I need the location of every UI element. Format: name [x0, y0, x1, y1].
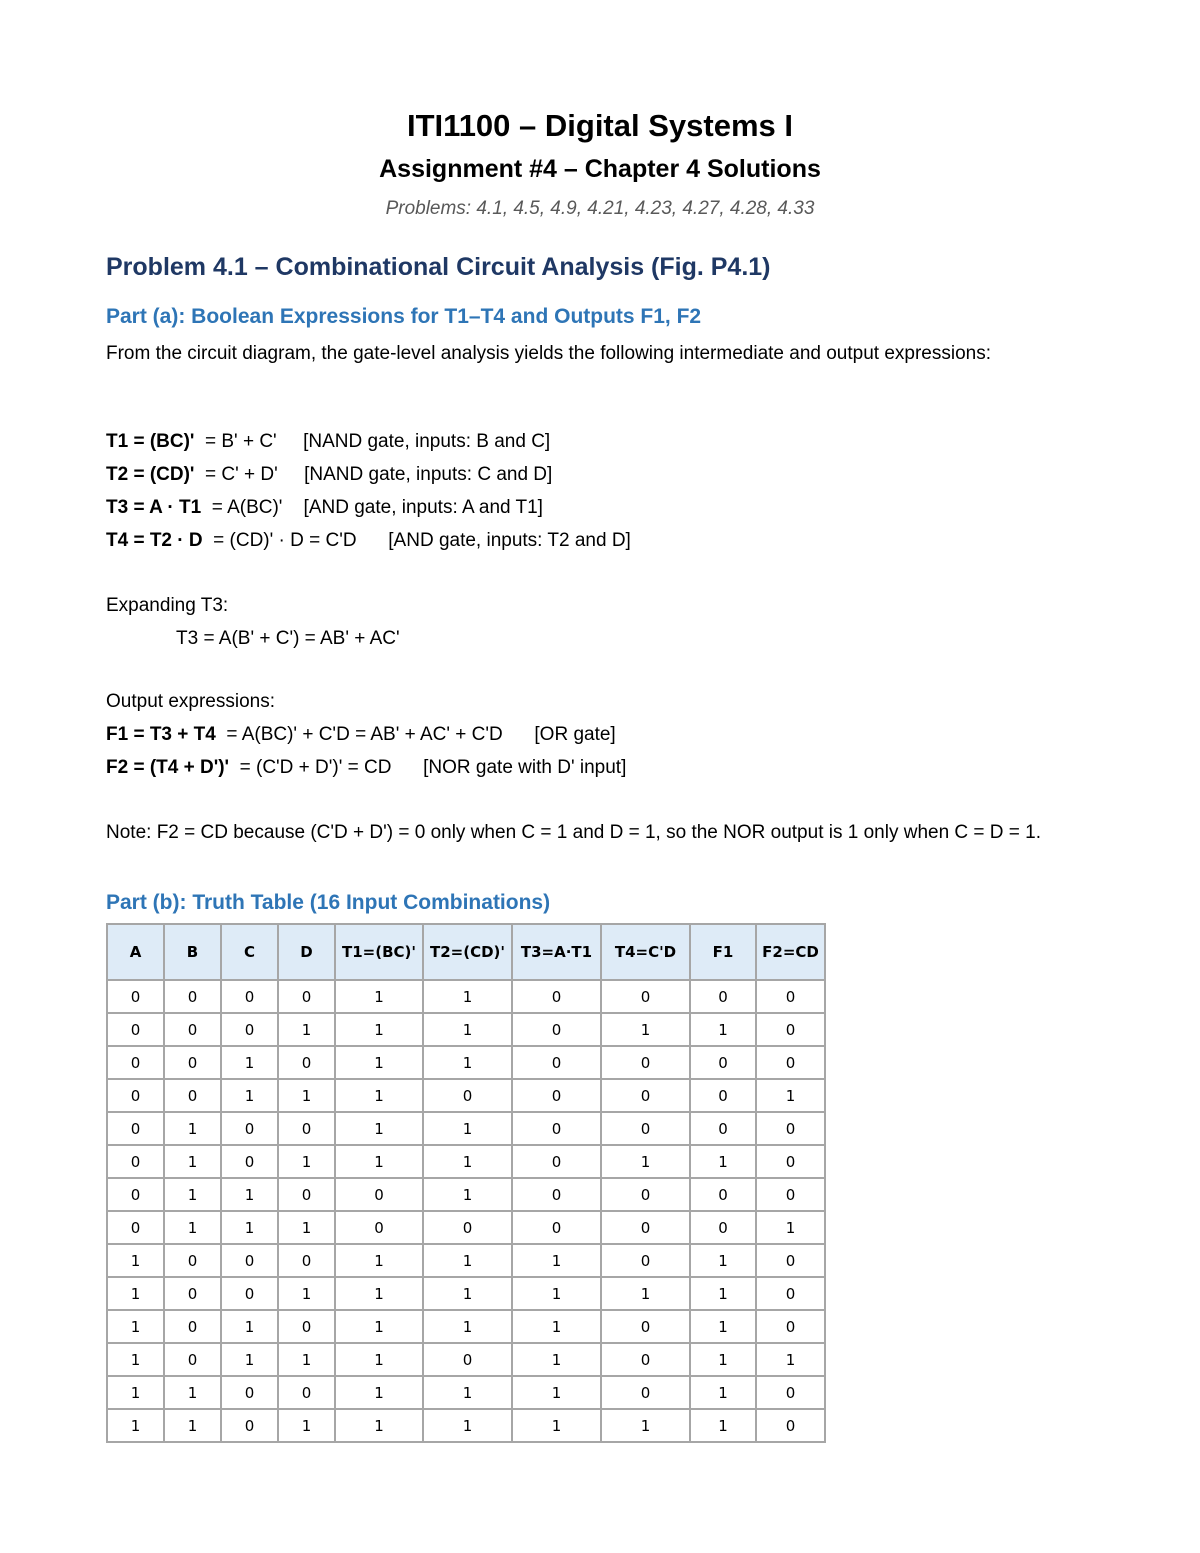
- table-row: [107, 1343, 825, 1376]
- column-header: T2=(CD)': [423, 924, 512, 980]
- equation-lhs: T4 = T2 · D: [106, 530, 203, 551]
- table-cell: 1: [335, 1343, 423, 1376]
- table-cell: 1: [512, 1277, 601, 1310]
- table-cell: 1: [423, 1112, 512, 1145]
- table-cell: 0: [512, 1145, 601, 1178]
- table-cell: 0: [278, 1310, 335, 1343]
- column-header: F2=CD: [756, 924, 825, 980]
- table-cell: 1: [335, 1112, 423, 1145]
- table-cell: 0: [601, 1178, 690, 1211]
- table-cell: 0: [601, 1112, 690, 1145]
- equation-lhs: T1 = (BC)': [106, 431, 195, 452]
- table-cell: 0: [278, 1178, 335, 1211]
- table-cell: 0: [107, 1046, 164, 1079]
- table-cell: 1: [423, 1409, 512, 1442]
- table-cell: 1: [423, 1244, 512, 1277]
- table-cell: 1: [335, 1277, 423, 1310]
- table-cell: 1: [164, 1409, 221, 1442]
- intro-paragraph: From the circuit diagram, the gate-level analysis yields the following intermediate and output expressions:: [106, 343, 992, 364]
- table-cell: 0: [756, 1046, 825, 1079]
- expanding-equation: T3 = A(B' + C') = AB' + AC': [176, 628, 400, 649]
- problem-heading: Problem 4.1 – Combinational Circuit Analysis (Fig. P4.1): [106, 253, 771, 281]
- table-cell: 1: [690, 1343, 756, 1376]
- table-cell: 1: [756, 1211, 825, 1244]
- table-cell: 0: [221, 1277, 278, 1310]
- table-cell: 0: [601, 1079, 690, 1112]
- table-cell: 0: [512, 1178, 601, 1211]
- table-row: [107, 1013, 825, 1046]
- equation-lhs: T2 = (CD)': [106, 464, 195, 485]
- table-cell: 0: [601, 1211, 690, 1244]
- table-cell: 1: [690, 1376, 756, 1409]
- table-cell: 0: [756, 1013, 825, 1046]
- table-cell: 0: [756, 980, 825, 1013]
- table-cell: 1: [690, 1409, 756, 1442]
- column-header: C: [221, 924, 278, 980]
- part-b-heading: Part (b): Truth Table (16 Input Combinations): [106, 891, 551, 914]
- table-cell: 1: [601, 1013, 690, 1046]
- table-cell: 0: [690, 1178, 756, 1211]
- column-header: T3=A·T1: [512, 924, 601, 980]
- table-cell: 0: [107, 1079, 164, 1112]
- table-cell: 1: [107, 1409, 164, 1442]
- table-cell: 1: [278, 1013, 335, 1046]
- table-cell: 0: [601, 1310, 690, 1343]
- table-row: [107, 1046, 825, 1079]
- equation-lhs: F2 = (T4 + D')': [106, 757, 230, 778]
- table-cell: 1: [423, 1376, 512, 1409]
- table-cell: 1: [512, 1376, 601, 1409]
- table-cell: 0: [164, 1310, 221, 1343]
- table-cell: 1: [278, 1211, 335, 1244]
- table-cell: 1: [164, 1376, 221, 1409]
- table-cell: 0: [164, 1013, 221, 1046]
- equation-rhs: = A(BC)' + C'D = AB' + AC' + C'D [OR gate]: [215, 724, 616, 745]
- truth-table: [106, 923, 826, 1443]
- table-cell: 1: [335, 1409, 423, 1442]
- table-cell: 0: [690, 1112, 756, 1145]
- table-cell: 1: [690, 1244, 756, 1277]
- table-cell: 1: [335, 1046, 423, 1079]
- table-cell: 0: [512, 1079, 601, 1112]
- table-cell: 0: [164, 1343, 221, 1376]
- table-cell: 0: [107, 1145, 164, 1178]
- table-cell: 1: [423, 1013, 512, 1046]
- table-cell: 1: [221, 1079, 278, 1112]
- equation-lhs: F1 = T3 + T4: [106, 724, 216, 745]
- table-cell: 0: [601, 1343, 690, 1376]
- table-cell: 1: [335, 1376, 423, 1409]
- table-cell: 1: [278, 1343, 335, 1376]
- table-cell: 0: [221, 1013, 278, 1046]
- table-cell: 0: [164, 1277, 221, 1310]
- equation-lhs: T3 = A · T1: [106, 497, 202, 518]
- table-cell: 0: [512, 1013, 601, 1046]
- table-cell: 1: [221, 1211, 278, 1244]
- table-row: [107, 1277, 825, 1310]
- table-cell: 1: [335, 1013, 423, 1046]
- table-cell: 0: [423, 1211, 512, 1244]
- table-cell: 0: [278, 1376, 335, 1409]
- table-cell: 0: [756, 1178, 825, 1211]
- table-cell: 1: [423, 1046, 512, 1079]
- equation-rhs: = (CD)' · D = C'D [AND gate, inputs: T2 and D]: [202, 530, 631, 551]
- table-cell: 0: [278, 1112, 335, 1145]
- table-cell: 0: [164, 1244, 221, 1277]
- table-cell: 1: [756, 1079, 825, 1112]
- table-cell: 0: [423, 1343, 512, 1376]
- table-cell: 0: [756, 1409, 825, 1442]
- table-cell: 0: [756, 1145, 825, 1178]
- table-cell: 0: [164, 980, 221, 1013]
- table-cell: 0: [221, 1112, 278, 1145]
- table-row: [107, 1409, 825, 1442]
- table-cell: 1: [107, 1244, 164, 1277]
- table-cell: 0: [335, 1211, 423, 1244]
- problems-list: Problems: 4.1, 4.5, 4.9, 4.21, 4.23, 4.27, 4.28, 4.33: [385, 198, 815, 219]
- table-cell: 1: [335, 1310, 423, 1343]
- table-cell: 1: [335, 980, 423, 1013]
- table-cell: 0: [107, 1013, 164, 1046]
- table-cell: 1: [335, 1079, 423, 1112]
- table-cell: 1: [278, 1277, 335, 1310]
- table-cell: 0: [690, 1046, 756, 1079]
- table-header-row: [107, 924, 825, 980]
- equation-rhs: = A(BC)' [AND gate, inputs: A and T1]: [201, 497, 543, 518]
- expanding-label: Expanding T3:: [106, 595, 229, 616]
- document-subtitle: Assignment #4 – Chapter 4 Solutions: [379, 155, 821, 183]
- equation-rhs: = C' + D' [NAND gate, inputs: C and D]: [194, 464, 553, 485]
- table-cell: 1: [164, 1145, 221, 1178]
- table-cell: 0: [335, 1178, 423, 1211]
- note-paragraph: Note: F2 = CD because (C'D + D') = 0 only when C = 1 and D = 1, so the NOR output is 1 only when C = D = 1.: [106, 822, 1042, 843]
- table-cell: 0: [107, 980, 164, 1013]
- table-cell: 0: [107, 1211, 164, 1244]
- table-cell: 0: [164, 1046, 221, 1079]
- table-cell: 1: [221, 1310, 278, 1343]
- column-header: T1=(BC)': [335, 924, 423, 980]
- table-cell: 0: [512, 980, 601, 1013]
- table-cell: 0: [690, 980, 756, 1013]
- table-cell: 1: [601, 1409, 690, 1442]
- table-cell: 0: [278, 1244, 335, 1277]
- table-cell: 0: [601, 1244, 690, 1277]
- table-cell: 0: [756, 1310, 825, 1343]
- table-cell: 1: [756, 1343, 825, 1376]
- table-cell: 0: [278, 980, 335, 1013]
- table-cell: 1: [423, 980, 512, 1013]
- table-cell: 0: [164, 1079, 221, 1112]
- column-header: T4=C'D: [601, 924, 690, 980]
- table-cell: 1: [164, 1112, 221, 1145]
- table-cell: 1: [423, 1310, 512, 1343]
- table-cell: 1: [221, 1178, 278, 1211]
- table-cell: 1: [335, 1145, 423, 1178]
- column-header: D: [278, 924, 335, 980]
- equation-t1: [106, 430, 550, 454]
- table-cell: 0: [601, 1046, 690, 1079]
- table-cell: 0: [221, 1145, 278, 1178]
- table-row: [107, 1376, 825, 1409]
- document-title: ITI1100 – Digital Systems I: [407, 108, 793, 143]
- table-cell: 1: [278, 1409, 335, 1442]
- table-cell: 1: [221, 1046, 278, 1079]
- table-cell: 0: [601, 1376, 690, 1409]
- table-row: [107, 1178, 825, 1211]
- table-row: [107, 1079, 825, 1112]
- table-cell: 1: [164, 1211, 221, 1244]
- table-cell: 0: [512, 1211, 601, 1244]
- column-header: A: [107, 924, 164, 980]
- table-cell: 1: [107, 1277, 164, 1310]
- table-cell: 1: [512, 1310, 601, 1343]
- table-row: [107, 1145, 825, 1178]
- table-cell: 0: [756, 1112, 825, 1145]
- output-label: Output expressions:: [106, 691, 275, 712]
- table-cell: 1: [601, 1277, 690, 1310]
- table-cell: 0: [690, 1211, 756, 1244]
- table-cell: 1: [423, 1145, 512, 1178]
- table-cell: 1: [690, 1145, 756, 1178]
- table-row: [107, 1244, 825, 1277]
- table-cell: 1: [164, 1178, 221, 1211]
- column-header: B: [164, 924, 221, 980]
- table-cell: 0: [221, 1376, 278, 1409]
- table-cell: 0: [107, 1112, 164, 1145]
- table-row: [107, 980, 825, 1013]
- table-row: [107, 1310, 825, 1343]
- table-cell: 1: [335, 1244, 423, 1277]
- truth-table-body: [107, 980, 825, 1442]
- table-cell: 1: [512, 1343, 601, 1376]
- table-cell: 1: [690, 1310, 756, 1343]
- equation-rhs: = (C'D + D')' = CD [NOR gate with D' input]: [229, 757, 627, 778]
- table-cell: 1: [512, 1244, 601, 1277]
- table-cell: 0: [756, 1277, 825, 1310]
- table-cell: 1: [107, 1343, 164, 1376]
- table-cell: 0: [107, 1178, 164, 1211]
- table-cell: 1: [512, 1409, 601, 1442]
- column-header: F1: [690, 924, 756, 980]
- table-row: [107, 1112, 825, 1145]
- output-f2: [106, 756, 626, 780]
- table-cell: 0: [756, 1376, 825, 1409]
- table-cell: 0: [221, 980, 278, 1013]
- equation-t3: [106, 496, 543, 520]
- table-cell: 0: [512, 1046, 601, 1079]
- table-cell: 0: [221, 1244, 278, 1277]
- equation-t2: [106, 463, 552, 487]
- table-row: [107, 1211, 825, 1244]
- table-cell: 0: [423, 1079, 512, 1112]
- table-cell: 0: [512, 1112, 601, 1145]
- table-cell: 0: [221, 1409, 278, 1442]
- table-cell: 1: [690, 1277, 756, 1310]
- equation-rhs: = B' + C' [NAND gate, inputs: B and C]: [194, 431, 551, 452]
- part-a-heading: Part (a): Boolean Expressions for T1–T4 and Outputs F1, F2: [106, 305, 702, 328]
- table-cell: 1: [601, 1145, 690, 1178]
- table-cell: 1: [278, 1079, 335, 1112]
- table-cell: 1: [423, 1277, 512, 1310]
- table-cell: 1: [221, 1343, 278, 1376]
- table-cell: 0: [601, 980, 690, 1013]
- table-cell: 1: [107, 1376, 164, 1409]
- output-f1: [106, 723, 616, 747]
- table-cell: 1: [107, 1310, 164, 1343]
- table-cell: 0: [278, 1046, 335, 1079]
- table-cell: 0: [756, 1244, 825, 1277]
- table-cell: 1: [690, 1013, 756, 1046]
- table-cell: 0: [690, 1079, 756, 1112]
- table-cell: 1: [278, 1145, 335, 1178]
- equation-t4: [106, 529, 631, 553]
- table-cell: 1: [423, 1178, 512, 1211]
